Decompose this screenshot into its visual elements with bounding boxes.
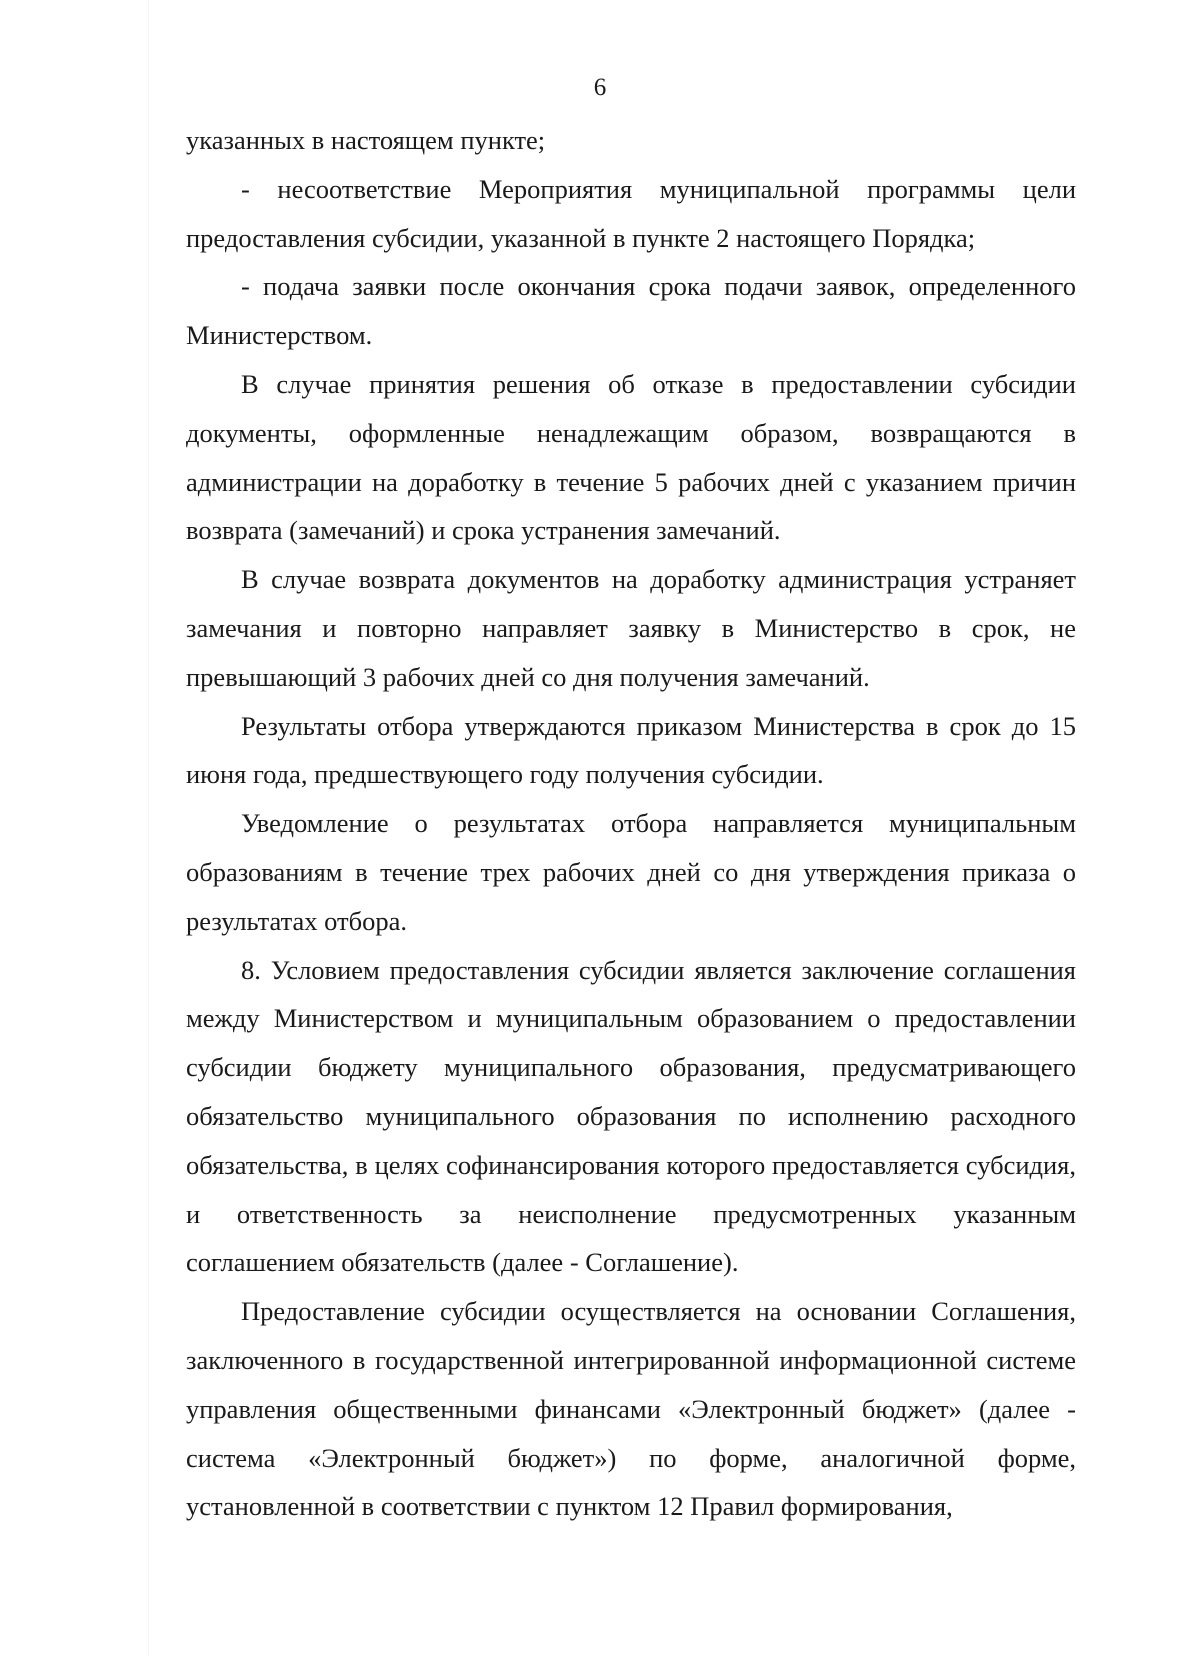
scan-artifact-line [148,0,149,1656]
paragraph-continuation: указанных в настоящем пункте; [186,125,546,155]
paragraph: В случае возврата документов на доработку администрация устраняет замечания и повторно направляет заявку в Министерство в срок, не превышающий 3 рабочих дней со дня получения замечаний. [186,564,1076,692]
paragraph-list-item: - подача заявки после окончания срока подачи заявок, определенного Министерством. [186,271,1076,351]
paragraph: Уведомление о результатах отбора направляется муниципальным образованиям в течение трех рабочих дней со дня утверждения приказа о результатах отбора. [186,808,1076,936]
paragraph: Результаты отбора утверждаются приказом Министерства в срок до 15 июня года, предшествующего году получения субсидии. [186,710,1076,790]
paragraph: В случае принятия решения об отказе в предоставлении субсидии документы, оформленные ненадлежащим образом, возвращаются в администрации на доработку в течение 5 рабочих дней с указанием причин возврата (замечаний) и срока устранения замечаний. [186,368,1076,546]
page-number: 6 [593,74,607,101]
paragraph-clause-8: 8. Условием предоставления субсидии является заключение соглашения между Министерством и муниципальным образованием о предоставлении субсидии бюджету муниципального образования, предусматривающего обязательство муниципального образования по исполнению расходного обязательства, в целях софинансирования которого предоставляется субсидия, и ответственность за неисполнение предусмотренных указанным соглашением обязательств (далее - Соглашение). [186,954,1076,1278]
paragraph: Предоставление субсидии осуществляется на основании Соглашения, заключенного в государственной интегрированной информационной системе управления общественными финансами «Электронный бюджет» (далее - система «Электронный бюджет») по форме, аналогичной форме, установленной в соответствии с пунктом 12 Правил формирования, [186,1296,1076,1522]
paragraph-list-item: - несоответствие Мероприятия муниципальной программы цели предоставления субсидии, указанной в пункте 2 настоящего Порядка; [186,173,1076,253]
document-body [186,116,1076,1531]
